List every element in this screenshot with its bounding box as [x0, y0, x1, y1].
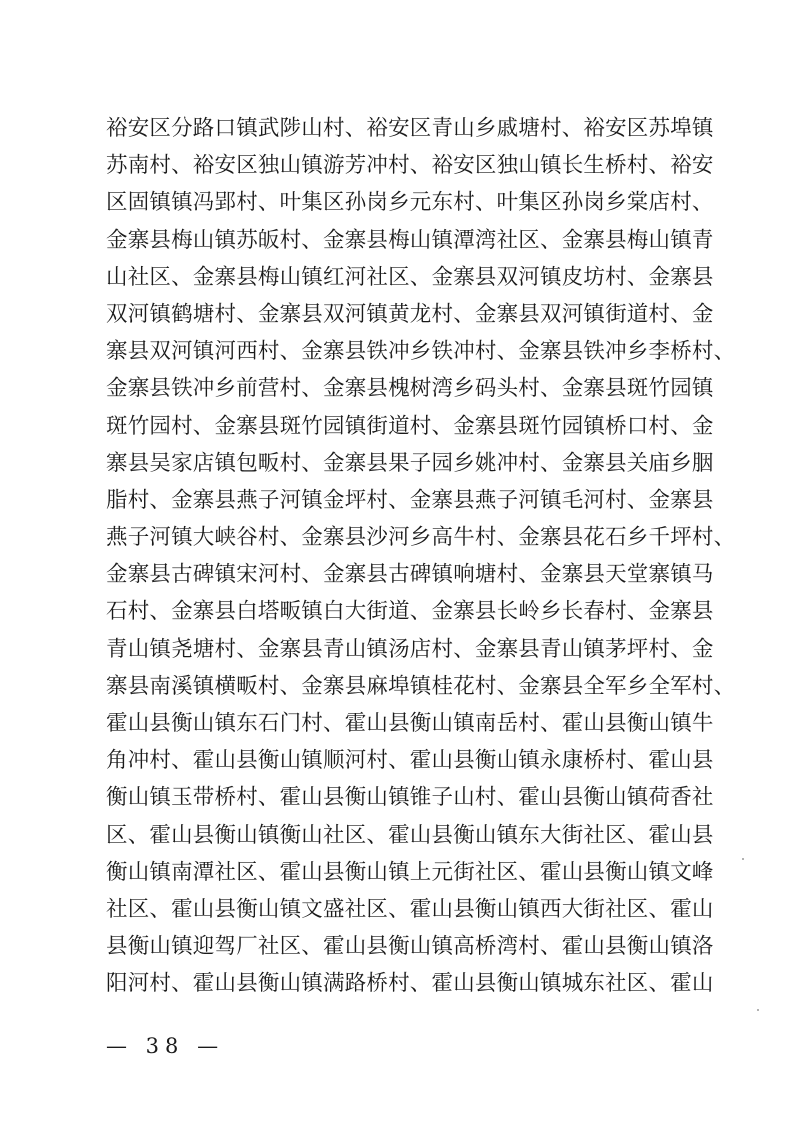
scan-speck	[742, 858, 744, 860]
text-line: 阳河村、霍山县衡山镇满路桥村、霍山县衡山镇城东社区、霍山	[106, 971, 714, 997]
text-line: 金寨县铁冲乡前营村、金寨县槐树湾乡码头村、金寨县斑竹园镇	[106, 376, 714, 402]
text-line: 石村、金寨县白塔畈镇白大街道、金寨县长岭乡长春村、金寨县	[106, 599, 714, 625]
text-line: 县衡山镇迎驾厂社区、霍山县衡山镇高桥湾村、霍山县衡山镇洛	[106, 934, 714, 960]
text-line: 青山镇尧塘村、金寨县青山镇汤店村、金寨县青山镇茅坪村、金	[106, 636, 714, 662]
text-line: 角冲村、霍山县衡山镇顺河村、霍山县衡山镇永康桥村、霍山县	[106, 748, 714, 774]
scan-speck	[757, 1009, 759, 1011]
text-line: 区、霍山县衡山镇衡山社区、霍山县衡山镇东大街社区、霍山县	[106, 822, 714, 848]
text-line: 双河镇鹤塘村、金寨县双河镇黄龙村、金寨县双河镇街道村、金	[106, 301, 714, 327]
text-line: 金寨县梅山镇苏皈村、金寨县梅山镇潭湾社区、金寨县梅山镇青	[106, 227, 714, 253]
text-line: 寨县吴家店镇包畈村、金寨县果子园乡姚冲村、金寨县关庙乡胭	[106, 450, 714, 476]
text-line: 衡山镇玉带桥村、霍山县衡山镇锥子山村、霍山县衡山镇荷香社	[106, 785, 714, 811]
text-line: 裕安区分路口镇武陟山村、裕安区青山乡戚塘村、裕安区苏埠镇	[106, 116, 714, 141]
text-line: 燕子河镇大峡谷村、金寨县沙河乡高牛村、金寨县花石乡千坪村、	[106, 525, 736, 551]
text-line: 苏南村、裕安区独山镇游芳冲村、裕安区独山镇长生桥村、裕安	[106, 153, 714, 179]
text-line: 寨县南溪镇横畈村、金寨县麻埠镇桂花村、金寨县全军乡全军村、	[106, 673, 736, 699]
text-line: 斑竹园村、金寨县斑竹园镇街道村、金寨县斑竹园镇桥口村、金	[106, 413, 714, 439]
text-line: 区固镇镇冯郢村、叶集区孙岗乡元东村、叶集区孙岗乡棠店村、	[106, 190, 714, 216]
page-number: — 38 —	[106, 1034, 225, 1058]
text-line: 霍山县衡山镇东石门村、霍山县衡山镇南岳村、霍山县衡山镇牛	[106, 711, 714, 736]
text-line: 寨县双河镇河西村、金寨县铁冲乡铁冲村、金寨县铁冲乡李桥村、	[106, 339, 736, 365]
text-line: 衡山镇南潭社区、霍山县衡山镇上元街社区、霍山县衡山镇文峰	[106, 859, 714, 885]
body-text	[106, 110, 736, 1003]
text-line: 脂村、金寨县燕子河镇金坪村、金寨县燕子河镇毛河村、金寨县	[106, 487, 714, 513]
text-line: 社区、霍山县衡山镇文盛社区、霍山县衡山镇西大街社区、霍山	[106, 896, 714, 922]
text-line: 山社区、金寨县梅山镇红河社区、金寨县双河镇皮坊村、金寨县	[106, 264, 714, 290]
text-line: 金寨县古碑镇宋河村、金寨县古碑镇响塘村、金寨县天堂寨镇马	[106, 562, 714, 588]
